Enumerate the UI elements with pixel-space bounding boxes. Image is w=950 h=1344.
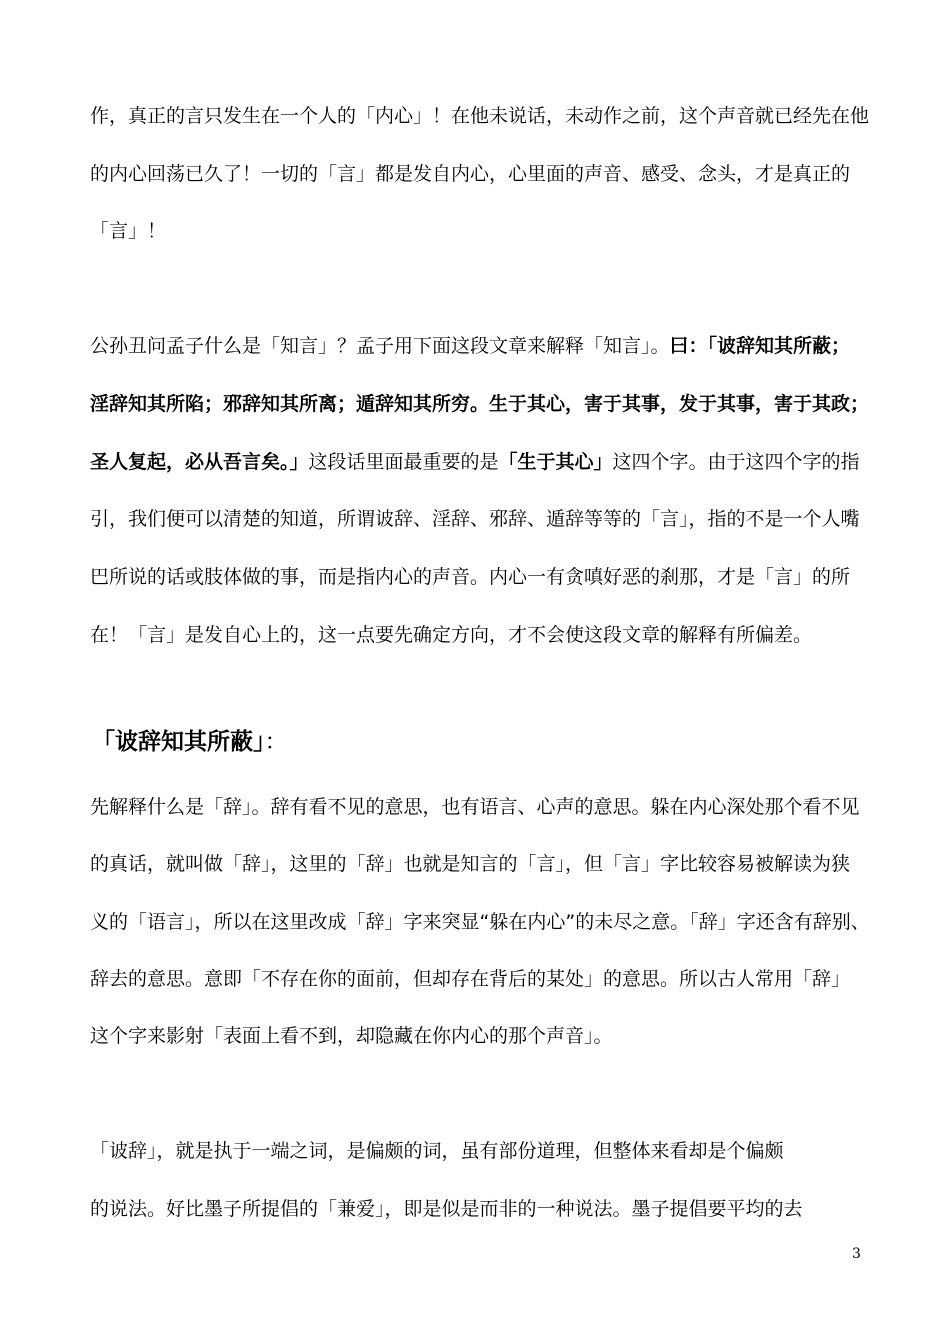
text-line: 的内心回荡已久了！一切的「言」都是发自内心，心里面的声音、感受、念头，才是真正的 (90, 163, 851, 185)
section-heading (92, 728, 288, 756)
page-number: 3 (852, 1246, 861, 1262)
text-line: 「言」！ (90, 220, 167, 242)
text-line: 「诐辞」，就是执于一端之词，是偏颇的词，虽有部份道理，但整体来看却是个偏颇 (90, 1140, 784, 1162)
text-line: 先解释什么是「辞」。辞有看不见的意思，也有语言、心声的意思。躲在内心深处那个看不见 (90, 796, 860, 818)
text-line (90, 450, 860, 474)
text-line: 的真话，就叫做「辞」，这里的「辞」也就是知言的「言」，但「言」字比较容易被解读为狭 (90, 853, 851, 875)
text-line: 引，我们便可以清楚的知道，所谓诐辞、淫辞、邪辞、遁辞等等的「言」，指的不是一个人嘴 (90, 508, 860, 530)
bold-phrase: 「生于其心」 (498, 451, 613, 473)
bold-quote: 圣人复起，必从吾言矣。」 (90, 451, 309, 473)
text-run: 这段话里面最重要的是 (308, 451, 499, 473)
bold-quote: 曰：「诐辞知其所蔽； (669, 335, 851, 357)
text-line: 淫辞知其所陷；邪辞知其所离；遁辞知其所穷。生于其心，害于其事，发于其事，害于其政； (90, 393, 870, 415)
text-line: 的说法。好比墨子所提倡的「兼爱」，即是似是而非的一种说法。墨子提倡要平均的去 (90, 1198, 803, 1220)
text-line: 这个字来影射「表面上看不到，却隐藏在你内心的那个声音」。 (90, 1025, 613, 1047)
text-line: 义的「语言」，所以在这里改成「辞」字来突显“躲在内心”的未尽之意。「辞」字还含有辞别、 (90, 911, 870, 933)
text-line: 在！「言」是发自心上的，这一点要先确定方向，才不会使这段文章的解释有所偏差。 (90, 624, 813, 646)
text-line: 巴所说的话或肢体做的事，而是指内心的声音。内心一有贪嗔好恶的刹那，才是「言」的所 (90, 566, 851, 588)
heading-text: 「诐辞知其所蔽」 (92, 729, 265, 755)
text-line (90, 334, 850, 358)
heading-colon: ： (264, 729, 288, 755)
text-line: 作，真正的言只发生在一个人的「内心」！在他未说话，未动作之前，这个声音就已经先在他 (90, 105, 870, 127)
text-line: 辞去的意思。意即「不存在你的面前，但却存在背后的某处」的意思。所以古人常用「辞」 (90, 968, 851, 990)
text-run: 公孙丑问孟子什么是「知言」？孟子用下面这段文章来解释「知言」。 (90, 335, 670, 357)
text-run: 这四个字。由于这四个字的指 (612, 451, 860, 473)
